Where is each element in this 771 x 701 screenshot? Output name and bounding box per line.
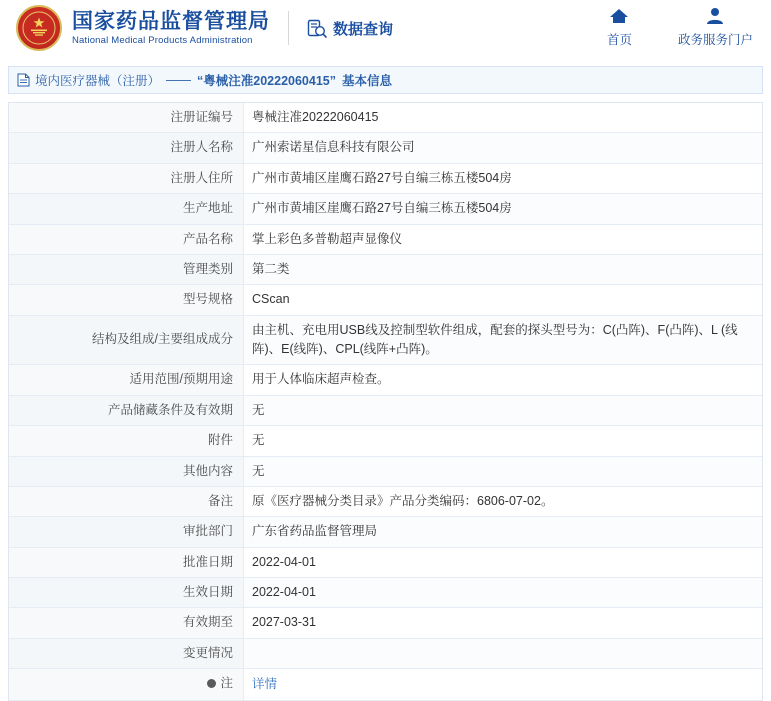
header-divider: [288, 11, 289, 45]
row-label: 备注: [9, 486, 244, 516]
row-value: 无: [244, 426, 763, 456]
row-value: 2022-04-01: [244, 578, 763, 608]
row-value: 第二类: [244, 254, 763, 284]
row-label: 注册人住所: [9, 163, 244, 193]
breadcrumb-suffix: 基本信息: [342, 74, 393, 88]
row-label: 管理类别: [9, 254, 244, 284]
home-icon: [609, 6, 629, 26]
table-row: [9, 194, 762, 224]
note-value-cell: [244, 669, 763, 701]
row-value: 广东省药品监督管理局: [244, 517, 763, 547]
table-row: [9, 315, 762, 365]
table-row: [9, 608, 762, 638]
data-query-link[interactable]: [307, 18, 393, 39]
row-label: 结构及组成/主要组成成分: [9, 315, 244, 365]
row-label: 附件: [9, 426, 244, 456]
row-value: 用于人体临床超声检查。: [244, 365, 763, 395]
row-label: 注册人名称: [9, 133, 244, 163]
row-label: 型号规格: [9, 285, 244, 315]
row-label: 变更情况: [9, 638, 244, 668]
note-label: 注: [220, 676, 233, 691]
org-name-en: National Medical Products Administration: [72, 34, 253, 46]
table-row: [9, 486, 762, 516]
nav-item-portal-label: 政务服务门户: [677, 33, 753, 47]
table-row: [9, 426, 762, 456]
user-portal-icon: [705, 6, 725, 26]
row-label: 产品储藏条件及有效期: [9, 395, 244, 425]
table-row: [9, 638, 762, 668]
note-label-cell: [9, 669, 244, 701]
table-row: [9, 133, 762, 163]
row-value: [244, 638, 763, 668]
table-row: [9, 103, 762, 133]
breadcrumb: [8, 66, 763, 94]
document-icon: [17, 73, 30, 87]
nav-item-home-label: 首页: [606, 33, 632, 47]
row-value: 2027-03-31: [244, 608, 763, 638]
row-value: 掌上彩色多普勒超声显像仪: [244, 224, 763, 254]
row-label: 注册证编号: [9, 103, 244, 133]
registration-detail-table: [8, 102, 763, 701]
row-value: CScan: [244, 285, 763, 315]
row-value: 原《医疗器械分类目录》产品分类编码：6806-07-02。: [244, 486, 763, 516]
row-value: 2022-04-01: [244, 547, 763, 577]
row-label: 生效日期: [9, 578, 244, 608]
site-header: [0, 0, 771, 56]
breadcrumb-section[interactable]: 境内医疗器械（注册）: [35, 74, 161, 88]
table-row: [9, 365, 762, 395]
nav-item-portal[interactable]: [678, 6, 753, 48]
row-value: 无: [244, 395, 763, 425]
table-row-note: [9, 669, 762, 701]
row-label: 其他内容: [9, 456, 244, 486]
row-value: 广州市黄埔区崖鹰石路27号自编三栋五楼504房: [244, 163, 763, 193]
nav-item-home[interactable]: [607, 6, 632, 48]
data-query-icon: [307, 18, 327, 38]
header-nav: [561, 6, 753, 48]
org-name-cn: 国家药品监督管理局: [72, 8, 270, 33]
table-row: [9, 395, 762, 425]
table-row: [9, 456, 762, 486]
row-label: 生产地址: [9, 194, 244, 224]
table-row: [9, 285, 762, 315]
row-value: 广州索诺星信息科技有限公司: [244, 133, 763, 163]
table-row: [9, 254, 762, 284]
breadcrumb-record: “粤械注准20222060415”: [197, 74, 336, 88]
row-label: 批准日期: [9, 547, 244, 577]
note-dot-icon: [207, 679, 216, 688]
table-row: [9, 163, 762, 193]
row-value: 由主机、充电用USB线及控制型软件组成，配套的探头型号为：C(凸阵)、F(凸阵)、L (线阵)、E(线阵)、CPL(线阵+凸阵)。: [244, 315, 763, 365]
detail-link[interactable]: 详情: [252, 676, 278, 691]
row-label: 审批部门: [9, 517, 244, 547]
table-row: [9, 517, 762, 547]
table-row: [9, 224, 762, 254]
national-emblem-icon: [16, 5, 62, 51]
row-value: 广州市黄埔区崖鹰石路27号自编三栋五楼504房: [244, 194, 763, 224]
org-title-block: [72, 10, 270, 47]
row-label: 产品名称: [9, 224, 244, 254]
row-value: 无: [244, 456, 763, 486]
row-value: 粤械注准20222060415: [244, 103, 763, 133]
row-label: 适用范围/预期用途: [9, 365, 244, 395]
data-query-label: 数据查询: [333, 20, 394, 38]
breadcrumb-separator: ——: [166, 73, 192, 87]
table-row: [9, 547, 762, 577]
row-label: 有效期至: [9, 608, 244, 638]
table-row: [9, 578, 762, 608]
